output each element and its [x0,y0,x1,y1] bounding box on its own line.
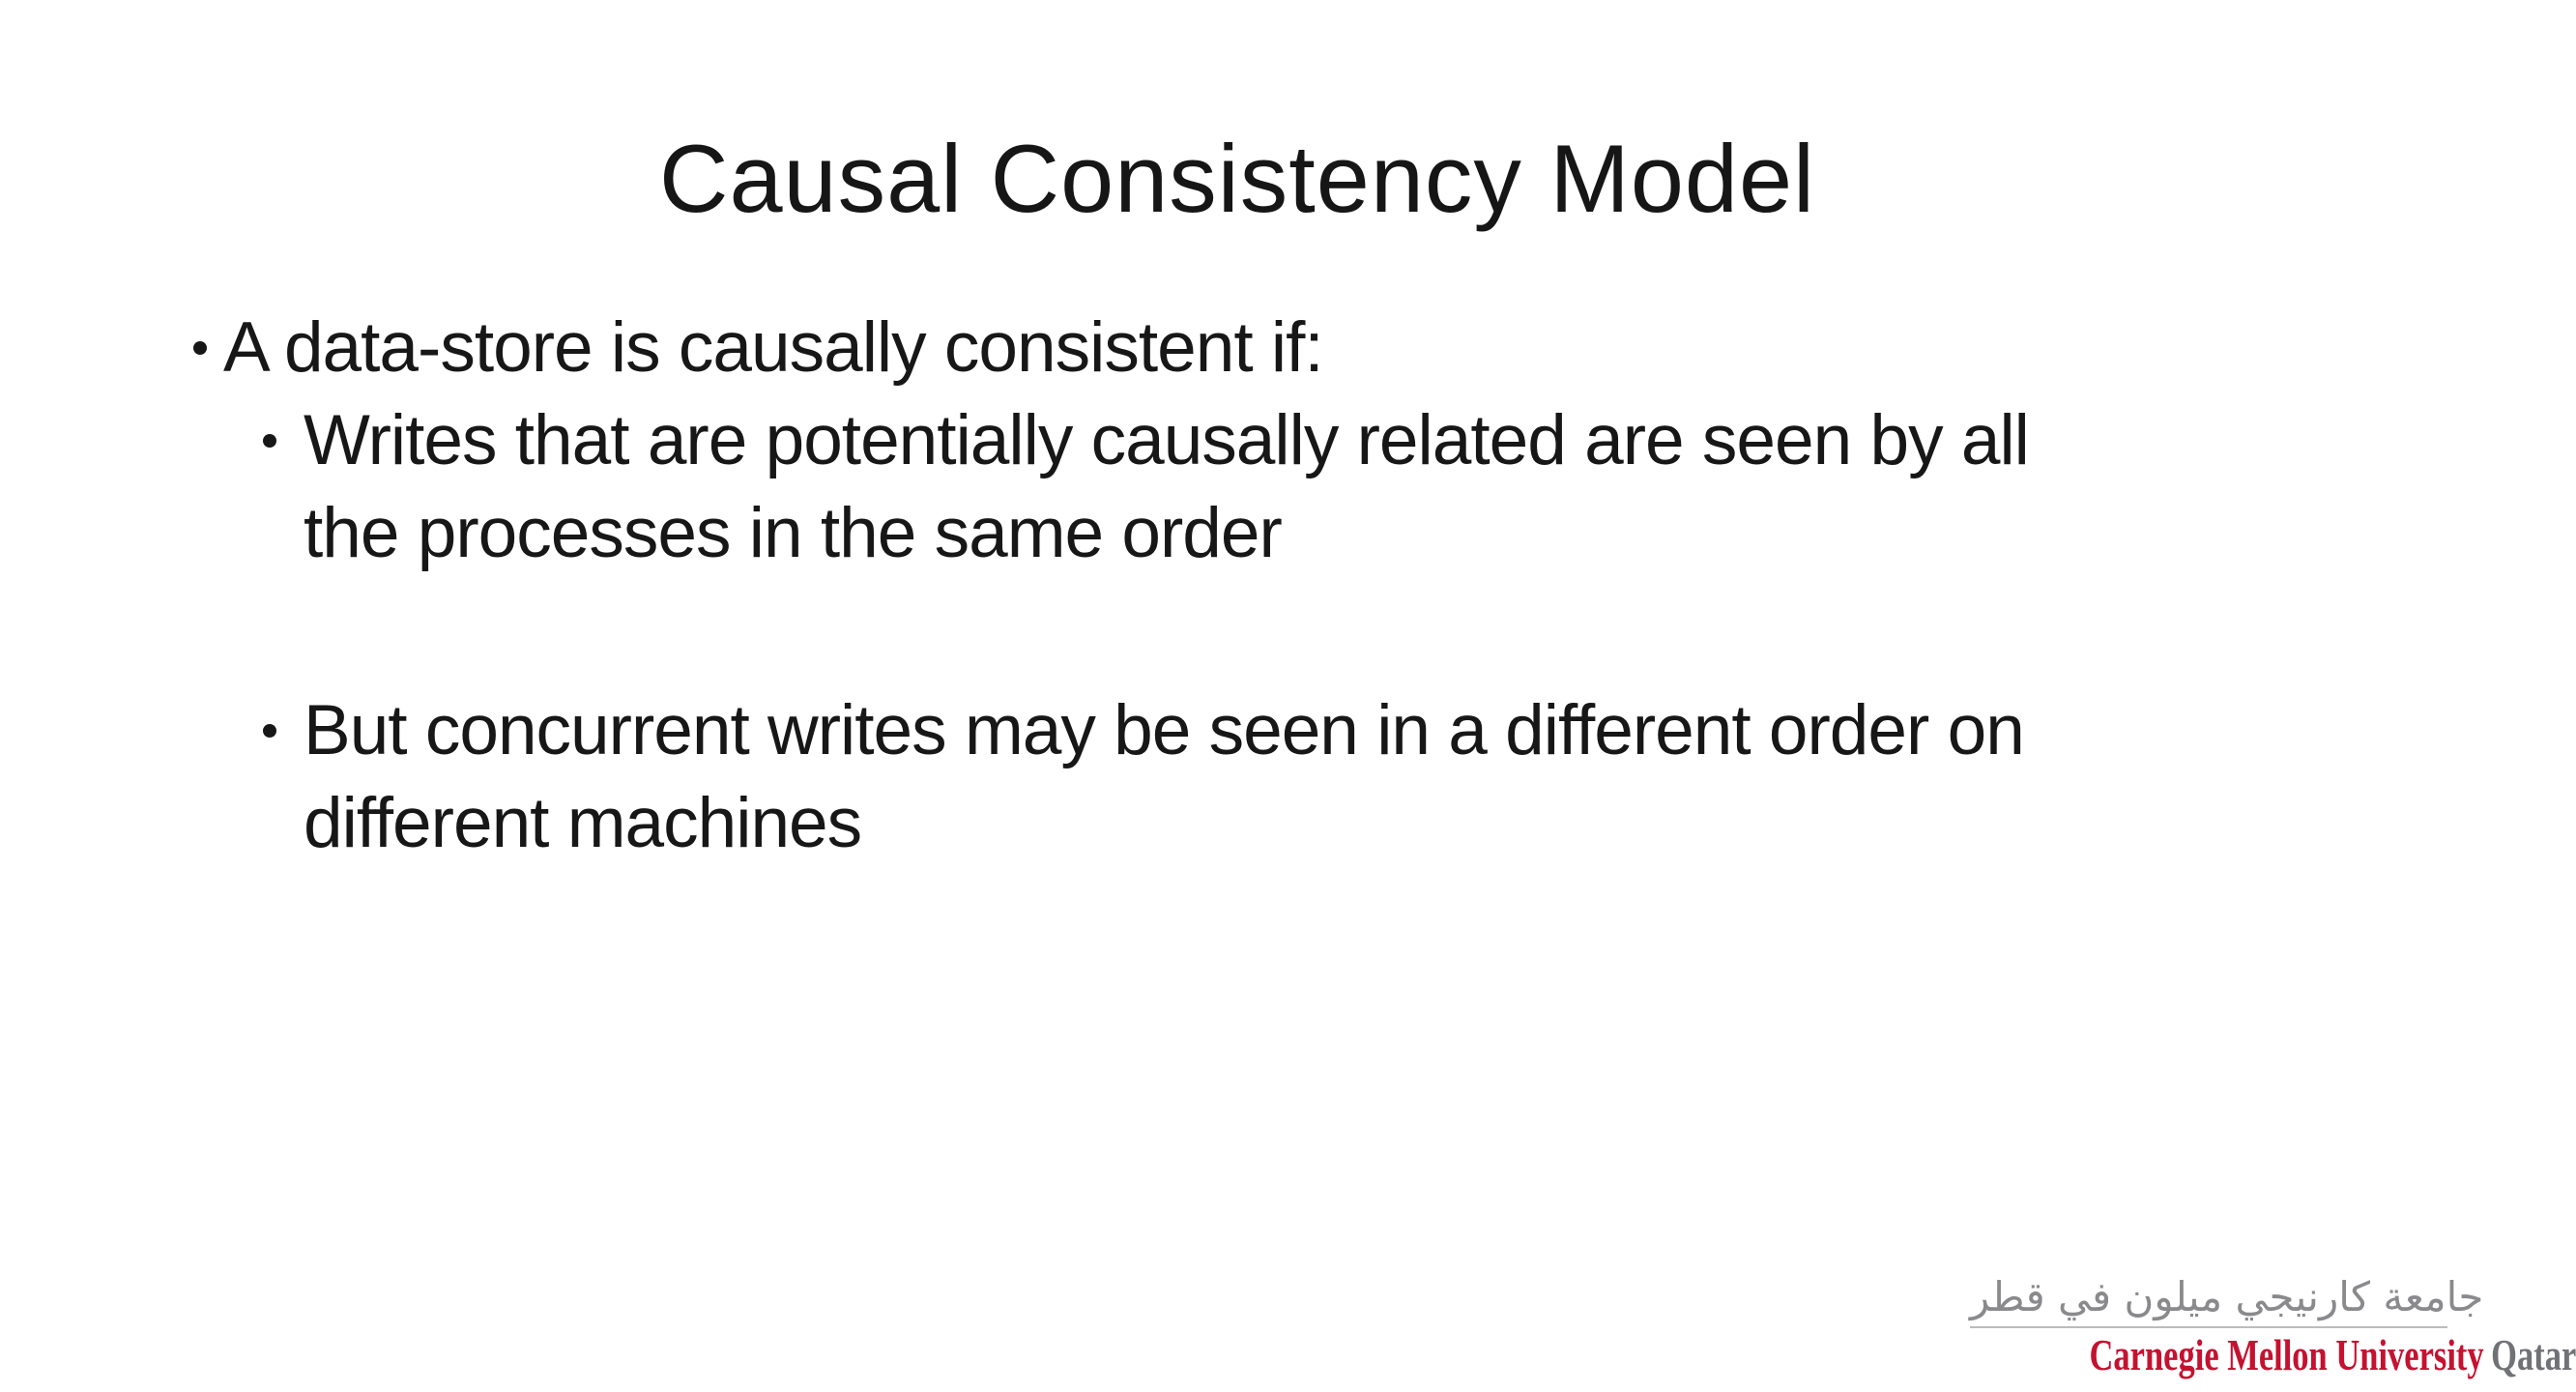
bullet-line: A data-store is causally consistent if: [223,308,1323,387]
logo-divider [1970,1326,2447,1328]
bullet-line: But concurrent writes may be seen in a different order on [304,691,2024,769]
bullet-icon [193,341,207,355]
bullet-text [223,302,1323,394]
cmu-qatar-logo [1970,1272,2576,1380]
bullet-icon [263,434,276,448]
university-name-label: Carnegie Mellon University [2089,1330,2484,1380]
bullet-line: the processes in the same order [304,494,1282,572]
bullet-text [304,394,2029,580]
bullet-text [304,684,2024,870]
campus-label: Qatar [2491,1330,2576,1380]
arabic-logotype: جامعة كارنيجي ميلون في قطر [1970,1272,2484,1320]
bullet-item-main [0,302,2349,394]
university-wordmark [2089,1330,2576,1380]
bullet-line: different machines [304,784,862,862]
bullet-item-causal-writes [0,394,2349,580]
bullet-line: Writes that are potentially causally related are seen by all [304,401,2029,479]
paragraph-spacer [0,580,2349,684]
bullet-list [0,302,2349,870]
bullet-icon [263,724,276,738]
slide-title: Causal Consistency Model [658,125,1816,232]
bullet-item-concurrent-writes [0,684,2349,870]
